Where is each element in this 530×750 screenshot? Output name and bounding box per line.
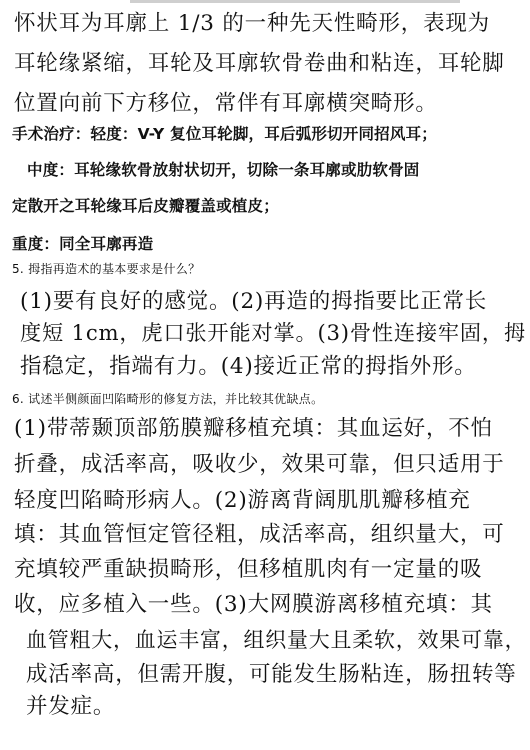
question-6-answer-line-1: (1)带蒂颞顶部筋膜瓣移植充填：其血运好，不怕: [14, 416, 493, 441]
question-6-answer-line-9: 并发症。: [26, 694, 116, 719]
paragraph-1-line-3: 位置向前下方移位，常伴有耳廓横突畸形。: [14, 91, 438, 116]
question-6: 6. 试述半侧颜面凹陷畸形的修复方法，并比较其优缺点。: [12, 392, 324, 406]
question-6-answer-line-7: 血管粗大，血运丰富，组织量大且柔软，效果可靠，: [26, 628, 527, 652]
question-5: 5. 拇指再造术的基本要求是什么？: [12, 262, 201, 276]
treatment-line-2: 中度：耳轮缘软骨放射状切开，切除一条耳廓或肋软骨固: [27, 161, 420, 179]
treatment-line-1: 手术治疗：轻度：V-Y 复位耳轮脚，耳后弧形切开同招风耳；: [12, 125, 437, 143]
question-6-answer-line-8: 成活率高，但需开腹，可能发生肠粘连，肠扭转等: [26, 662, 517, 687]
paragraph-1-line-1: 怀状耳为耳廓上 1/3 的一种先天性畸形，表现为: [14, 11, 490, 36]
question-6-answer-line-2: 折叠，成活率高，吸收少，效果可靠，但只适用于: [14, 452, 505, 477]
question-6-answer-line-3: 轻度凹陷畸形病人。(2)游离背阔肌肌瓣移植充: [14, 488, 471, 513]
question-6-answer-line-5: 充填较严重缺损畸形，但移植肌肉有一定量的吸: [14, 557, 483, 582]
question-6-answer-line-4: 填：其血管恒定管径粗，成活率高，组织量大，可: [14, 522, 505, 547]
treatment-line-3: 定散开之耳轮缘耳后皮瓣覆盖或植皮；: [12, 197, 279, 215]
cropped-text-strip: [130, 0, 460, 3]
question-6-answer-line-6: 收，应多植入一些。(3)大网膜游离移植充填：其: [14, 592, 493, 617]
question-5-answer-line-2: 度短 1cm，虎口张开能对掌。(3)骨性连接牢固，拇: [20, 321, 526, 346]
treatment-line-4: 重度：同全耳廓再造: [12, 235, 154, 253]
paragraph-1-line-2: 耳轮缘紧缩，耳轮及耳廓软骨卷曲和粘连，耳轮脚: [14, 51, 505, 76]
question-5-answer-line-3: 指稳定，指端有力。(4)接近正常的拇指外形。: [20, 354, 477, 379]
question-5-answer-line-1: (1)要有良好的感觉。(2)再造的拇指要比正常长: [20, 289, 488, 314]
